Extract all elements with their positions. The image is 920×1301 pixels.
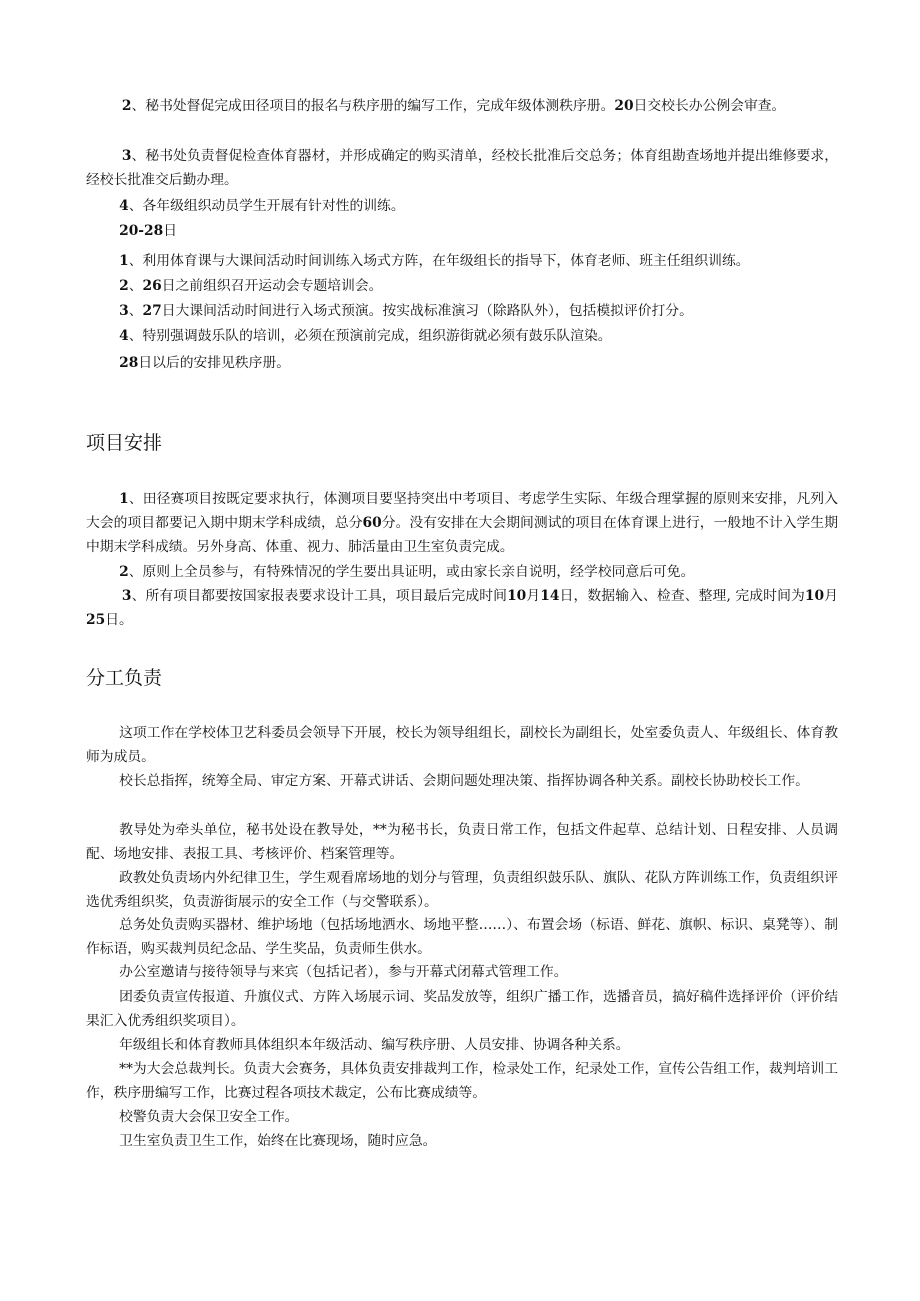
project-item-3 bbox=[86, 584, 838, 632]
division-paragraph: 校警负责大会保卫安全工作。 bbox=[119, 1109, 299, 1125]
date-number: 27 bbox=[142, 303, 162, 319]
schedule-item-4b bbox=[86, 324, 838, 348]
item-text-tail: 日大课间活动时间进行入场式预演。按实战标准演习（除路队外），包括模拟评价打分。 bbox=[161, 303, 693, 319]
item-text: 、所有项目都要按国家报表要求设计工具，项目最后完成时间 bbox=[131, 588, 508, 604]
month-unit: 月 bbox=[824, 588, 838, 604]
item-number: 1 bbox=[119, 491, 129, 507]
item-text-tail: 日。 bbox=[105, 612, 133, 628]
division-paragraph: 卫生室负责卫生工作，始终在比赛现场，随时应急。 bbox=[119, 1133, 437, 1149]
schedule-after-28 bbox=[86, 351, 838, 375]
month-number: 10 bbox=[804, 588, 825, 604]
division-paragraph: 办公室邀请与接待领导与来宾（包括记者），参与开幕式闭幕式管理工作。 bbox=[119, 964, 568, 980]
item-text-tail: 分。没有安排在大会期间测试的项目在体育课上进行，一般地不计入学生期中期末学科成绩。另外身高、体重、视力、肺活量由卫生室负责完成。 bbox=[86, 515, 839, 555]
schedule-item-2b bbox=[86, 274, 838, 298]
item-text: 、田径赛项目按既定要求执行，体测项目要坚持突出中考项目、考虑学生实际、年级合理掌握的原则来安排，凡列入大会的项目都要记入期中期末学科成绩，总分 bbox=[86, 491, 838, 531]
division-paragraph: 教导处为牵头单位，秘书处设在教导处，**为秘书长，负责日常工作，包括文件起草、总结计划、日程安排、人员调配、场地安排、表报工具、考核评价、档案管理等。 bbox=[86, 822, 838, 862]
division-paragraph: **为大会总裁判长。负责大会赛务，具体负责安排裁判工作，检录处工作，纪录处工作，宣传公告组工作，裁判培训工作，秩序册编写工作，比赛过程各项技术裁定，公布比赛成绩等。 bbox=[86, 1061, 838, 1101]
division-paragraph: 这项工作在学校体卫艺科委员会领导下开展，校长为领导组组长，副校长为副组长，处室委负责人、年级组长、体育教师为成员。 bbox=[86, 725, 838, 765]
date-number: 20 bbox=[614, 98, 634, 114]
item-text-tail: 日之前组织召开运动会专题培训会。 bbox=[161, 278, 383, 294]
division-paragraph: 总务处负责购买器材、维护场地（包括场地洒水、场地平整……）、布置会场（标语、鲜花、旗帜、标识、桌凳等）、制作标语，购买裁判员纪念品、学生奖品，负责师生供水。 bbox=[86, 917, 838, 957]
item-text: 、各年级组织动员学生开展有针对性的训练。 bbox=[128, 198, 405, 214]
schedule-item-3b bbox=[86, 299, 838, 323]
month-number: 10 bbox=[507, 588, 527, 604]
month-unit: 月 bbox=[526, 588, 541, 604]
division-paragraph: 校长总指挥，统筹全局、审定方案、开幕式讲话、会期问题处理决策、指挥协调各种关系。副校长协助校长工作。 bbox=[119, 773, 809, 789]
day-number: 25 bbox=[86, 612, 106, 628]
item-text: 、秘书处督促完成田径项目的报名与秩序册的编写工作，完成年级体测秩序册。 bbox=[131, 98, 615, 114]
item-number: 3 bbox=[119, 303, 129, 319]
day-number: 14 bbox=[540, 588, 560, 604]
item-number: 4 bbox=[119, 328, 129, 344]
item-number: 2 bbox=[119, 278, 129, 294]
schedule-item-1b bbox=[86, 249, 838, 273]
schedule-item-2 bbox=[86, 94, 838, 118]
item-text: 、 bbox=[128, 278, 143, 294]
division-paragraph: 年级组长和体育教师具体组织本年级活动、编写秩序册、人员安排、协调各种关系。 bbox=[119, 1037, 630, 1053]
date-number: 26 bbox=[142, 278, 162, 294]
date-range-unit: 日 bbox=[163, 223, 178, 239]
item-number: 3 bbox=[121, 148, 132, 164]
item-text: 、特别强调鼓乐队的培训，必须在预演前完成，组织游街就必须有鼓乐队渲染。 bbox=[128, 328, 612, 344]
item-number: 3 bbox=[121, 588, 132, 604]
item-text-tail: 日交校长办公例会审查。 bbox=[633, 98, 786, 114]
item-text: 、秘书处负责督促检查体育器材，并形成确定的购买清单，经校长批准后交总务；体育组勘查场地并提出维修要求，经校长批准交后勤办理。 bbox=[86, 148, 838, 188]
item-text-mid: 日，数据输入、检查、整理, 完成时间为 bbox=[559, 588, 805, 604]
date-range-heading bbox=[86, 219, 838, 243]
item-text: 、利用体育课与大课间活动时间训练入场式方阵，在年级组长的指导下，体育老师、班主任组织训练。 bbox=[128, 253, 750, 269]
item-text: 日以后的安排见秩序册。 bbox=[138, 355, 291, 371]
section-heading-projects: 项目安排 bbox=[86, 432, 163, 454]
item-number: 28 bbox=[119, 355, 139, 371]
schedule-item-3 bbox=[86, 144, 838, 192]
project-item-1 bbox=[86, 487, 838, 559]
item-text: 、原则上全员参与，有特殊情况的学生要出具证明，或由家长亲自说明，经学校同意后可免。 bbox=[128, 564, 695, 580]
item-text: 、 bbox=[128, 303, 143, 319]
item-number: 2 bbox=[121, 98, 132, 114]
section-heading-division: 分工负责 bbox=[86, 667, 163, 689]
division-paragraph: 团委负责宣传报道、升旗仪式、方阵入场展示词、奖品发放等，组织广播工作，选播音员，搞好稿件选择评价（评价结果汇入优秀组织奖项目）。 bbox=[86, 989, 838, 1029]
project-item-2 bbox=[86, 560, 838, 584]
division-paragraph: 政教处负责场内外纪律卫生，学生观看席场地的划分与管理，负责组织鼓乐队、旗队、花队方阵训练工作，负责组织评选优秀组织奖，负责游街展示的安全工作（与交警联系）。 bbox=[86, 870, 838, 910]
item-number: 1 bbox=[119, 253, 129, 269]
date-range-number: 20-28 bbox=[119, 223, 164, 239]
item-number: 4 bbox=[119, 198, 129, 214]
item-number: 2 bbox=[119, 564, 129, 580]
score-number: 60 bbox=[362, 515, 382, 531]
schedule-item-4 bbox=[86, 194, 838, 218]
